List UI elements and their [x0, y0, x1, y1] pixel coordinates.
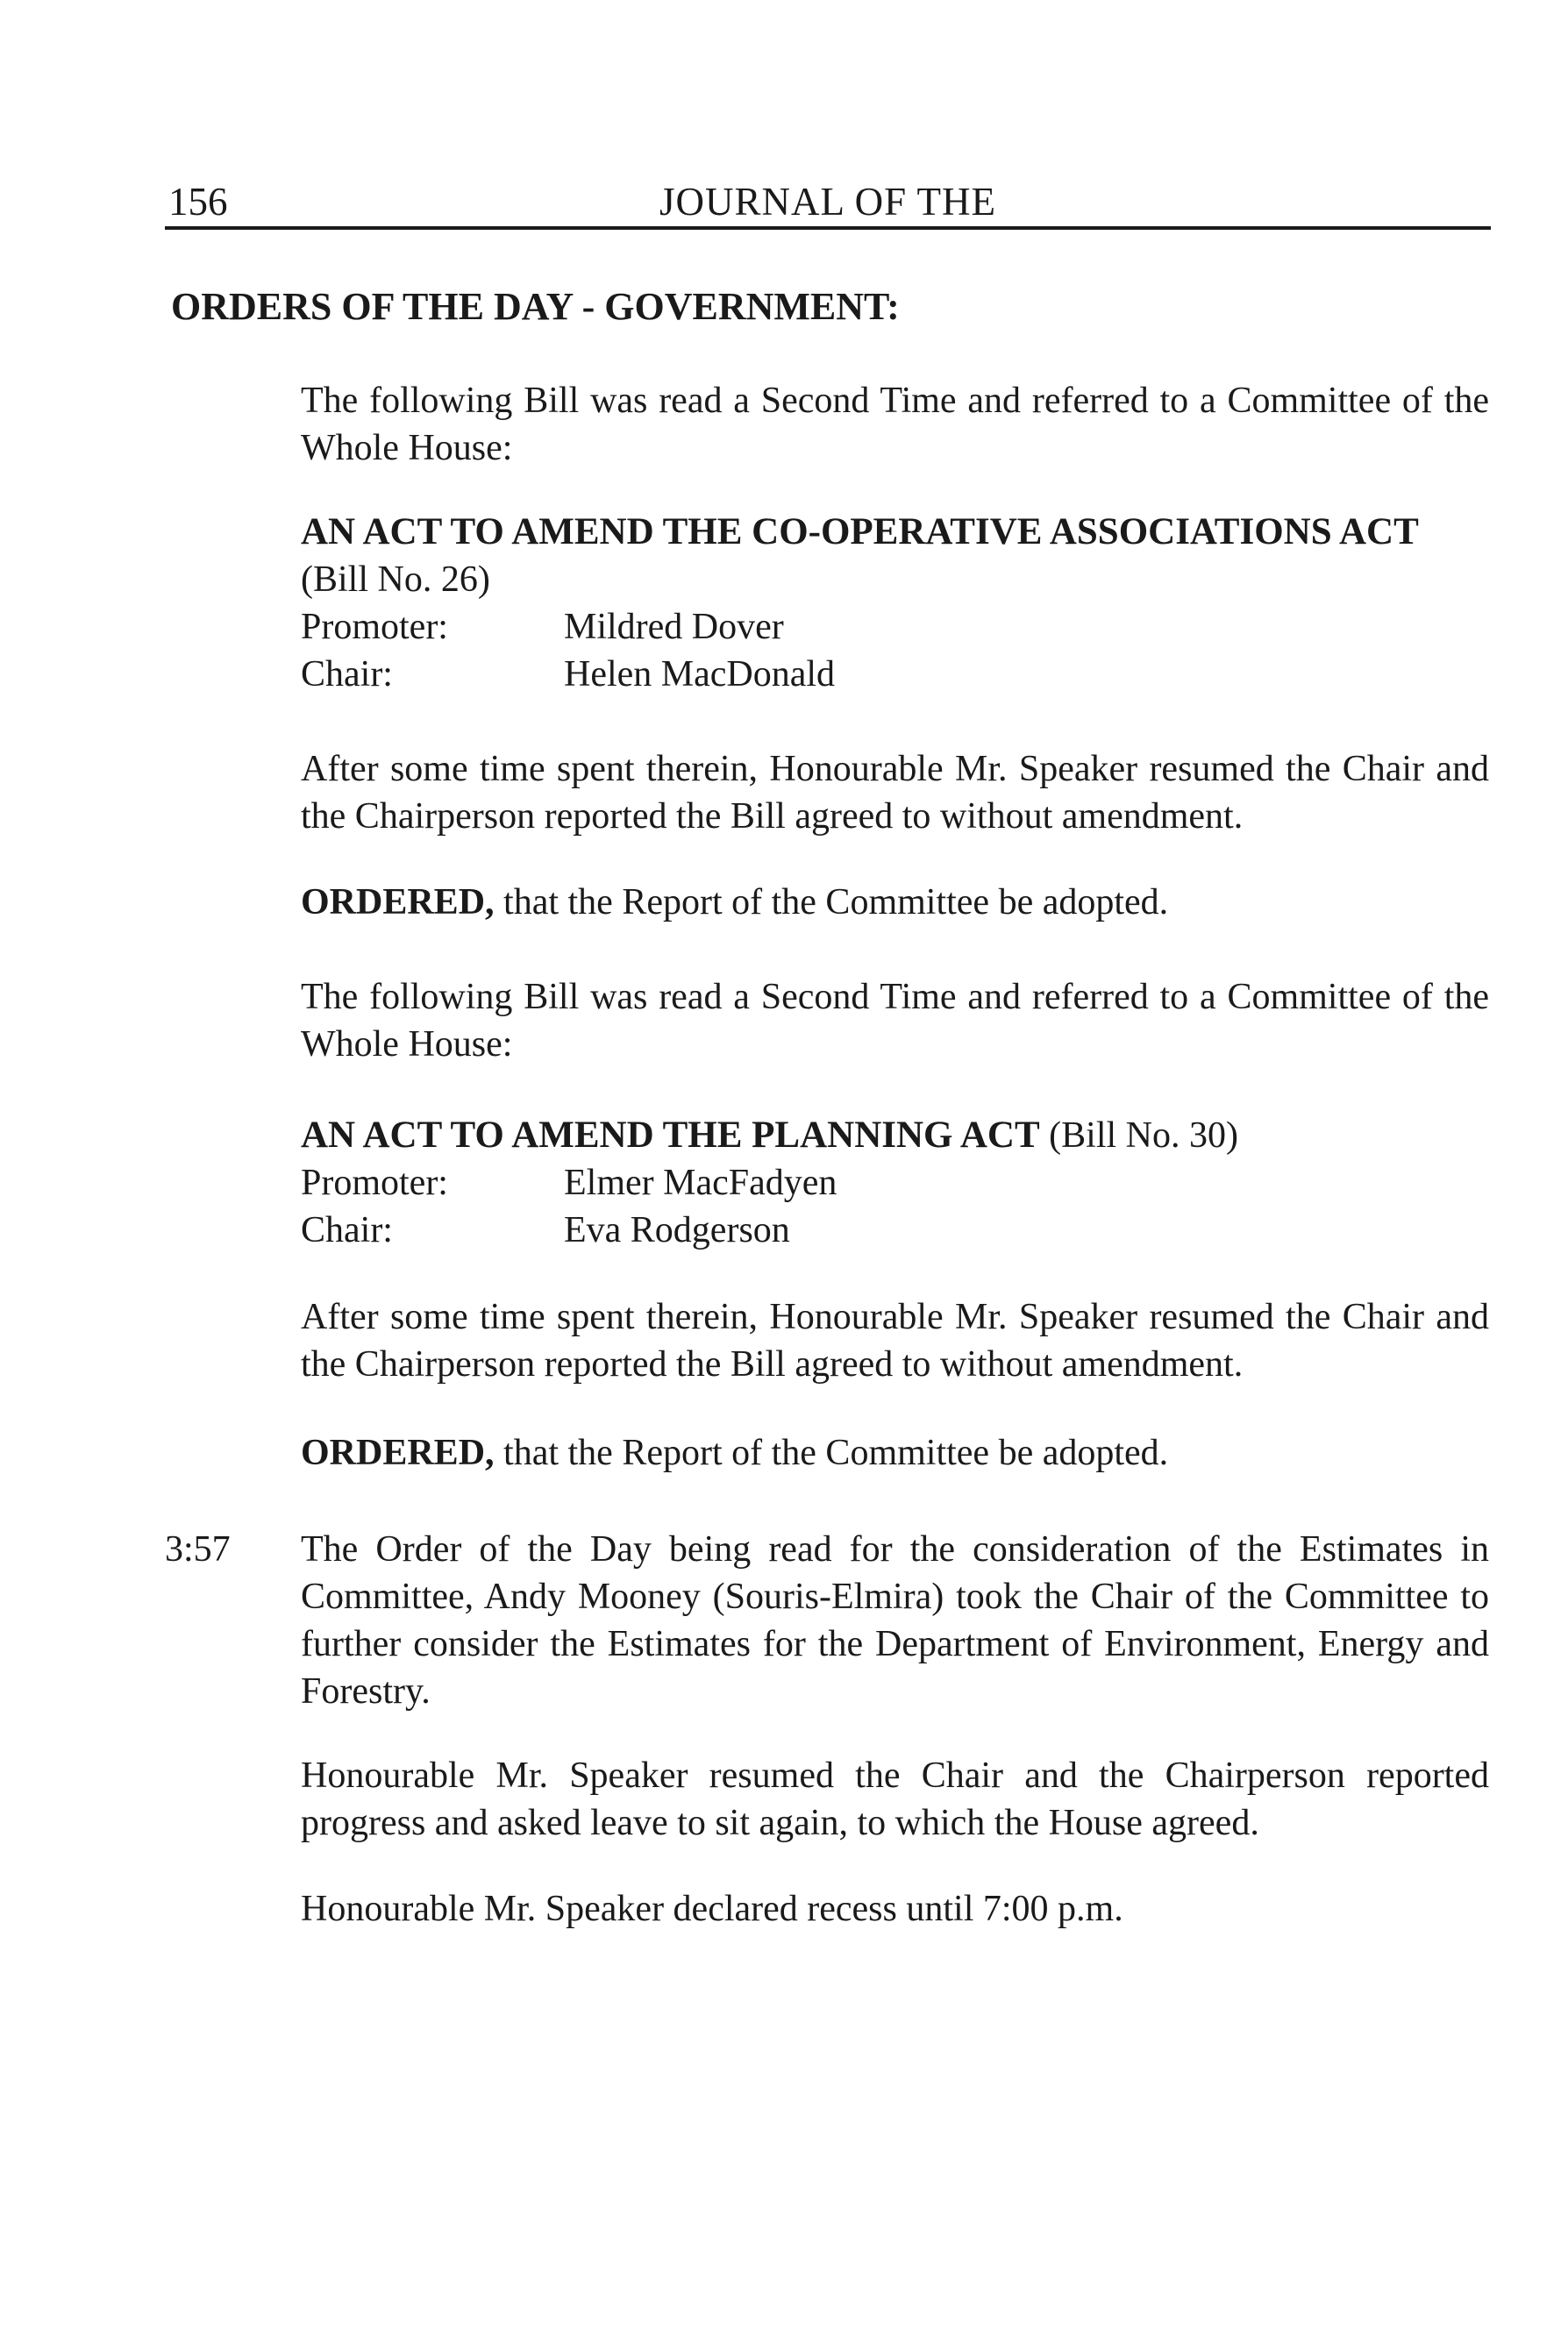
bill2-chair-row [301, 1207, 1489, 1254]
bill1-report-text: After some time spent therein, Honourable Mr. Speaker resumed the Chair and the Chairperson reported the Bill agreed to without amendment. [301, 749, 1489, 837]
bill1-details [301, 509, 1489, 698]
bill1-promoter-row [301, 603, 1489, 651]
bill1-chair-label: Chair: [301, 654, 393, 694]
bill2-title: AN ACT TO AMEND THE PLANNING ACT [301, 1115, 1040, 1156]
page-header [168, 175, 1487, 228]
estimates-time: 3:57 [165, 1529, 231, 1570]
bill2-promoter: Elmer MacFadyen [564, 1163, 837, 1203]
bill2-number: (Bill No. 30) [1039, 1115, 1238, 1156]
bill2-intro-text: The following Bill was read a Second Time and referred to a Committee of the Whole House: [301, 977, 1489, 1065]
bill1-intro-text: The following Bill was read a Second Time and referred to a Committee of the Whole House: [301, 381, 1489, 468]
section-title: ORDERS OF THE DAY - GOVERNMENT: [171, 285, 900, 328]
bill1-promoter-label: Promoter: [301, 607, 448, 647]
header-rule [165, 226, 1491, 230]
bill2-promoter-label: Promoter: [301, 1163, 448, 1203]
bill2-promoter-row [301, 1159, 1489, 1207]
bill1-chair: Helen MacDonald [564, 654, 836, 694]
bill2-chair: Eva Rodgerson [564, 1210, 790, 1250]
bill1-ordered-label: ORDERED, [301, 882, 495, 922]
bill2-details [301, 1112, 1489, 1254]
estimates-recess [301, 1885, 1489, 1933]
bill2-ordered [301, 1429, 1489, 1477]
estimates-progress-text: Honourable Mr. Speaker resumed the Chair and the Chairperson reported progress and asked leave to sit again, to which the House agreed. [301, 1756, 1489, 1843]
bill1-ordered-text: that the Report of the Committee be adopted. [494, 882, 1169, 922]
bill2-report-text: After some time spent therein, Honourable Mr. Speaker resumed the Chair and the Chairperson reported the Bill agreed to without amendment. [301, 1297, 1489, 1385]
bill2-title-line [301, 1112, 1489, 1159]
bill1-chair-row [301, 651, 1489, 698]
bill1-number: (Bill No. 26) [301, 559, 490, 600]
bill1-intro [301, 377, 1489, 472]
bill1-ordered [301, 879, 1489, 926]
estimates-recess-text: Honourable Mr. Speaker declared recess until 7:00 p.m. [301, 1889, 1123, 1929]
bill2-intro [301, 973, 1489, 1068]
running-head: JOURNAL OF THE [659, 180, 997, 224]
estimates-text-block [301, 1526, 1489, 1715]
estimates-text: The Order of the Day being read for the consideration of the Estimates in Committee, Andy Mooney (Souris-Elmira) took the Chair of the Committee to further consider the Estimates for the Department of Environment, Energy and Forestry. [301, 1529, 1489, 1712]
bill2-ordered-text: that the Report of the Committee be adopted. [494, 1433, 1169, 1473]
bill2-chair-label: Chair: [301, 1210, 393, 1250]
page-number: 156 [168, 180, 228, 224]
bill1-title: AN ACT TO AMEND THE CO-OPERATIVE ASSOCIATIONS ACT [301, 511, 1419, 552]
bill1-report [301, 745, 1489, 840]
estimates-progress [301, 1752, 1489, 1847]
bill2-ordered-label: ORDERED, [301, 1433, 495, 1473]
bill2-report [301, 1293, 1489, 1388]
bill1-promoter: Mildred Dover [564, 607, 784, 647]
